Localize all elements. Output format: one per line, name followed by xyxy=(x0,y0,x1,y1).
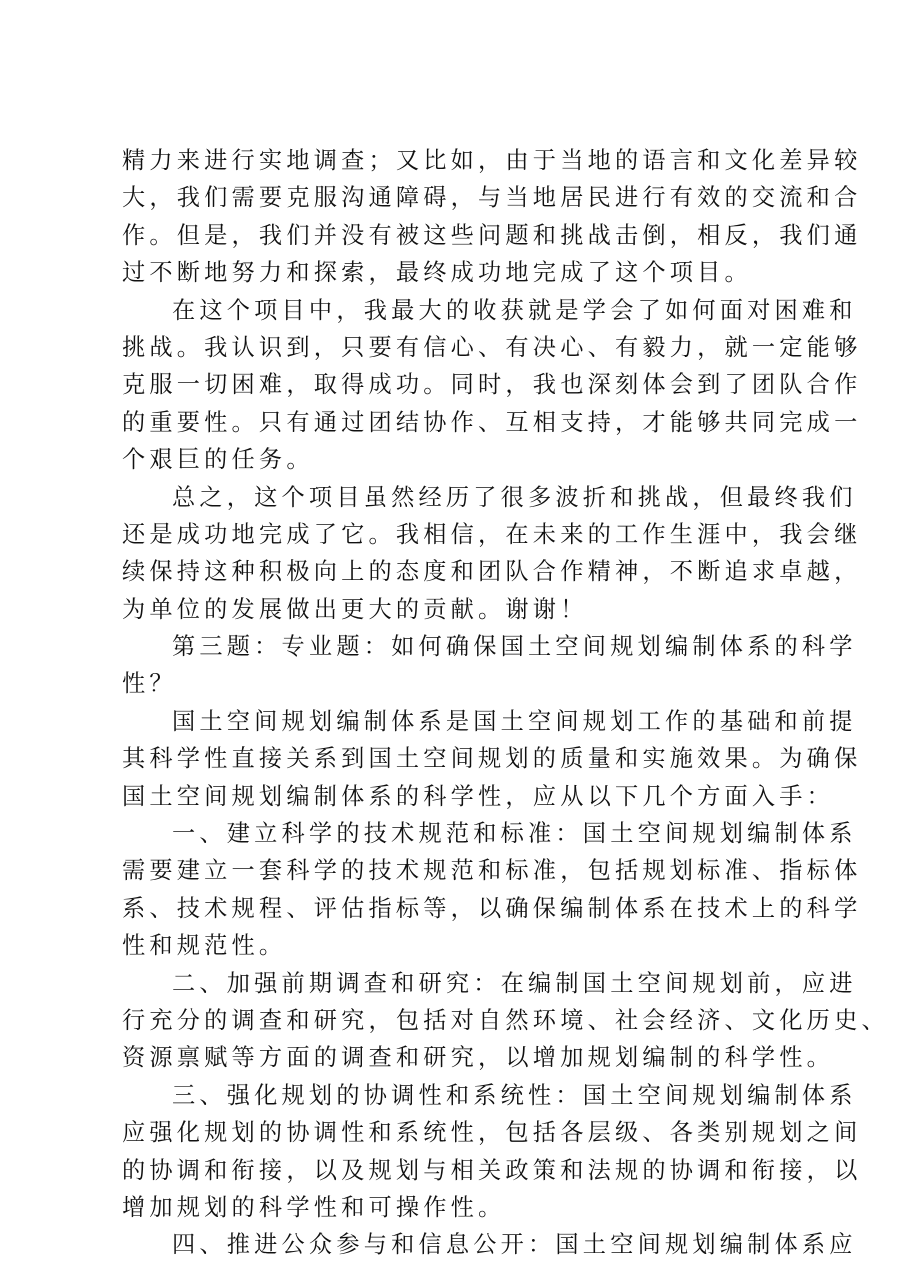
text-line: 大，我们需要克服沟通障碍，与当地居民进行有效的交流和合 xyxy=(122,184,862,212)
text-line: 资源禀赋等方面的调查和研究，以增加规划编制的科学性。 xyxy=(122,1044,835,1072)
paragraph-first-line: 一、建立科学的技术规范和标准：国土空间规划编制体系 xyxy=(172,820,857,848)
text-line: 作。但是，我们并没有被这些问题和挑战击倒，相反，我们通 xyxy=(122,221,862,249)
text-line: 还是成功地完成了它。我相信，在未来的工作生涯中，我会继 xyxy=(122,520,862,548)
text-line: 增加规划的科学性和可操作性。 xyxy=(122,1193,506,1221)
text-line: 系、技术规程、评估指标等，以确保编制体系在技术上的科学 xyxy=(122,894,862,922)
text-line: 的协调和衔接，以及规划与相关政策和法规的协调和衔接，以 xyxy=(122,1156,862,1184)
text-line: 挑战。我认识到，只要有信心、有决心、有毅力，就一定能够 xyxy=(122,333,862,361)
paragraph-first-line: 在这个项目中，我最大的收获就是学会了如何面对困难和 xyxy=(172,296,857,324)
text-line: 续保持这种积极向上的态度和团队合作精神，不断追求卓越， xyxy=(122,558,862,586)
text-line: 克服一切困难，取得成功。同时，我也深刻体会到了团队合作 xyxy=(122,371,862,399)
question-heading-line: 性？ xyxy=(122,670,177,698)
text-line: 其科学性直接关系到国土空间规划的质量和实施效果。为确保 xyxy=(122,745,862,773)
text-line: 应强化规划的协调性和系统性，包括各层级、各类别规划之间 xyxy=(122,1119,862,1147)
text-line: 过不断地努力和探索，最终成功地完成了这个项目。 xyxy=(122,259,752,287)
question-heading-line: 第三题：专业题：如何确保国土空间规划编制体系的科学 xyxy=(172,633,857,661)
text-line: 精力来进行实地调查；又比如，由于当地的语言和文化差异较 xyxy=(122,147,862,174)
text-line: 国土空间规划编制体系的科学性，应从以下几个方面入手： xyxy=(122,782,835,810)
text-line: 性和规范性。 xyxy=(122,932,287,960)
document-body xyxy=(122,142,889,1264)
text-line: 为单位的发展做出更大的贡献。谢谢！ xyxy=(122,595,588,623)
paragraph-first-line: 国土空间规划编制体系是国土空间规划工作的基础和前提 xyxy=(172,707,857,735)
text-line: 行充分的调查和研究，包括对自然环境、社会经济、文化历史、 xyxy=(122,1006,889,1034)
paragraph-first-line: 总之，这个项目虽然经历了很多波折和挑战，但最终我们 xyxy=(172,483,857,511)
text-line: 的重要性。只有通过团结协作、互相支持，才能够共同完成一 xyxy=(122,408,862,436)
text-line: 个艰巨的任务。 xyxy=(122,446,314,474)
text-line: 需要建立一套科学的技术规范和标准，包括规划标准、指标体 xyxy=(122,857,862,885)
paragraph-first-line: 二、加强前期调查和研究：在编制国土空间规划前，应进 xyxy=(172,969,857,997)
paragraph-first-line: 四、推进公众参与和信息公开：国土空间规划编制体系应 xyxy=(172,1231,857,1259)
paragraph-first-line: 三、强化规划的协调性和系统性：国土空间规划编制体系 xyxy=(172,1081,857,1109)
